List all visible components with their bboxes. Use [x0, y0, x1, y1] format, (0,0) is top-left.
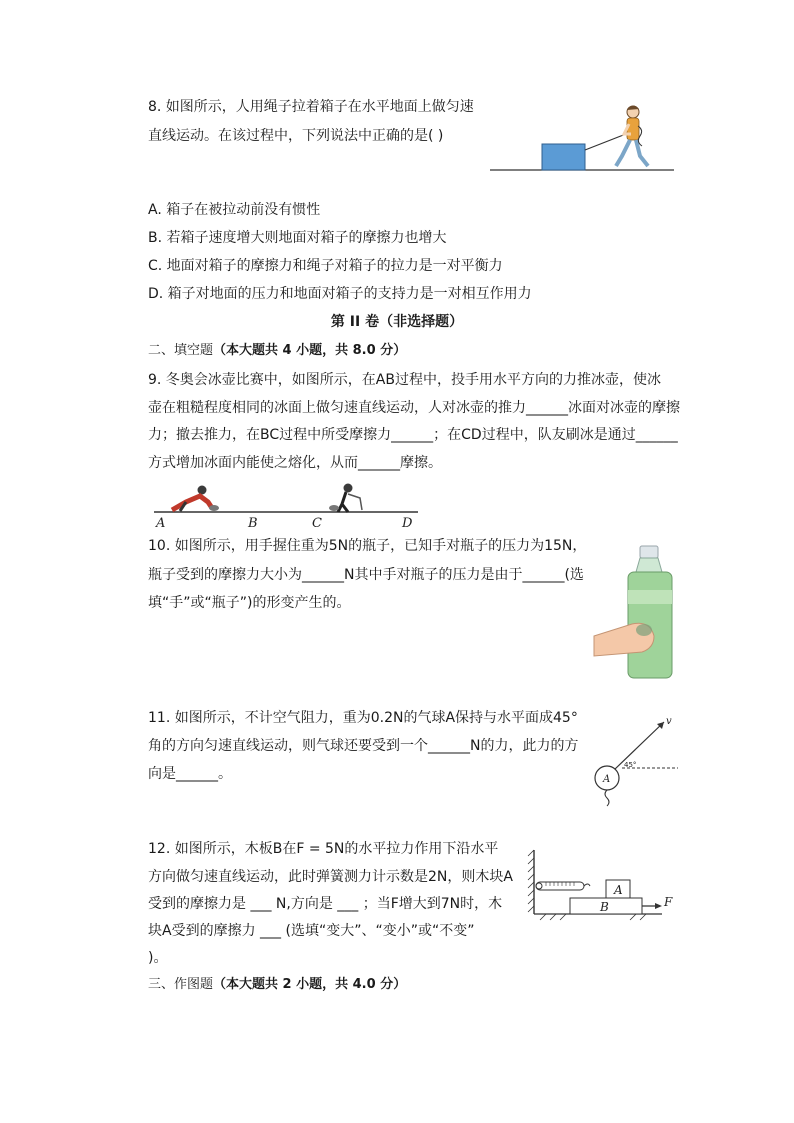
q10-line-3: 填“手”或“瓶子”)的形变产生的。 [148, 595, 351, 611]
q8-figure [488, 100, 678, 175]
balloon-string [605, 790, 609, 806]
section2-detail: （本大题共 4 小题，共 8.0 分） [213, 343, 407, 358]
q9-line-2: 壶在粗糙程度相同的冰面上做匀速直线运动，人对冰壶的推力______冰面对冰壶的摩擦 [148, 400, 680, 416]
hook [584, 884, 590, 886]
person-body [627, 118, 639, 140]
thrower-figure [172, 486, 219, 512]
force-label: F [664, 895, 673, 909]
q8-option-a: A. 箱子在被拉动前没有惯性 [148, 202, 321, 218]
board-b-label: B [600, 900, 609, 914]
q10-line-1: 10. 如图所示，用手握住重为5N的瓶子，已知手对瓶子的压力为15N， [148, 538, 587, 554]
bottle-cap [640, 546, 658, 558]
q8-line-2: 直线运动。在该过程中，下列说法中正确的是( ) [148, 128, 444, 144]
q9-figure [152, 482, 422, 530]
velocity-label: v [666, 716, 672, 727]
section3-heading [148, 976, 406, 994]
section2-label: 二、填空题 [148, 343, 214, 358]
section3-label: 三、作图题 [148, 977, 214, 992]
angle-label: 45° [624, 761, 637, 769]
box [542, 144, 585, 170]
label-b: B [248, 516, 258, 531]
sweeper-figure [329, 484, 362, 513]
q8-line-1: 8. 如图所示，人用绳子拉着箱子在水平地面上做匀速 [148, 99, 474, 115]
thumb [636, 624, 652, 636]
q8-option-b: B. 若箱子速度增大则地面对箱子的摩擦力也增大 [148, 230, 447, 246]
balloon-label: A [603, 774, 611, 785]
q10-line-2: 瓶子受到的摩擦力大小为______N其中手对瓶子的压力是由于______(选 [148, 567, 584, 583]
label-a: A [156, 516, 166, 531]
bottle-label [628, 590, 672, 604]
q8-option-d: D. 箱子对地面的压力和地面对箱子的支持力是一对相互作用力 [148, 286, 532, 302]
part2-title: 第 II 卷（非选择题） [330, 314, 464, 330]
q11-line-2: 角的方向匀速直线运动，则气球还要受到一个______N的力，此力的方 [148, 738, 579, 754]
q12-line-2: 方向做匀速直线运动，此时弹簧测力计示数是2N，则木块A [148, 869, 513, 885]
person-leg-1 [616, 140, 630, 166]
block-a-label: A [614, 883, 623, 897]
q9-line-3: 力；撤去推力，在BC过程中所受摩擦力______；在CD过程中，队友刷冰是通过______ [148, 427, 678, 443]
q12-line-3: 受到的摩擦力是 ___ N,方向是 ___ ；当F增大到7N时，木 [148, 896, 503, 912]
q9-line-4: 方式增加冰面内能使之熔化，从而______摩擦。 [148, 455, 442, 471]
spring-scale [536, 882, 584, 890]
q10-figure [592, 544, 674, 682]
label-d: D [402, 516, 413, 531]
label-c: C [312, 516, 322, 531]
person-leg-2 [636, 140, 648, 166]
section3-detail: （本大题共 2 小题，共 4.0 分） [213, 977, 407, 992]
q12-line-5: )。 [148, 950, 168, 966]
q9-line-1: 9. 冬奥会冰壶比赛中，如图所示，在AB过程中，投手用水平方向的力推冰壶，使冰 [148, 372, 661, 388]
q11-figure [590, 714, 680, 810]
q11-line-1: 11. 如图所示，不计空气阻力，重为0.2N的气球A保持与水平面成45° [148, 710, 578, 726]
wall-hatch [528, 850, 534, 912]
velocity-line [614, 722, 664, 770]
q12-line-1: 12. 如图所示，木板B在F = 5N的水平拉力作用下沿水平 [148, 841, 499, 857]
q12-figure [526, 848, 676, 920]
q11-line-3: 向是______。 [148, 766, 232, 782]
q12-line-4: 块A受到的摩擦力 ___ (选填“变大”、“变小”或“不变” [148, 923, 475, 939]
section2-heading [148, 342, 406, 360]
floor-hatch [540, 914, 646, 920]
bottle-neck [636, 558, 662, 572]
force-arrowhead [655, 903, 662, 909]
q8-option-c: C. 地面对箱子的摩擦力和绳子对箱子的拉力是一对平衡力 [148, 258, 503, 274]
